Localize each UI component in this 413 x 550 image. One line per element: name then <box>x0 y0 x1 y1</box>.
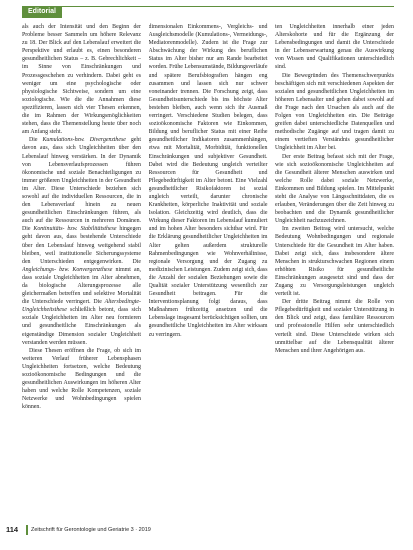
page-number: 114 <box>6 525 19 534</box>
paragraph <box>22 136 141 346</box>
text-run: dimensionalen Einkommens-, Vergleichs- und Ausgleichsmodelle (Kumulations-, Vermeidungs-, Mediatorenmodelle). Zudem ist die Frage zur Abschwächung der Wirkung des beruflichen Status im Alter bisher nur am Rande bearbeitet worden. Frühe Lebensumstände, Bildungsverläufe und spätere Berufsbiografien hängen eng zusammen und lassen sich nur schwer voneinander trennen. Die Forschung zeigt, dass Gesundheitsunterschiede bis ins höchste Alter bestehen bleiben, auch wenn sich ihr Ausmaß verringert. Verschiedene Studien belegen, dass sozioökonomische Faktoren wie Einkommen, Bildung und beruflicher Status mit einer Reihe gesundheitlicher Indikatoren zusammenhängen, etwa mit Mortalität, Morbidität, funktionellen Einschränkungen und subjektiver Gesundheit. Dabei wird die Bedeutung ungleich verteilter Ressourcen für Gesundheit und Pflegebedürftigkeit im Alter betont. Eine Vielzahl gesundheitlicher Risikofaktoren ist sozial ungleich verteilt, darunter chronische Krankheiten, körperliche Inaktivität und soziale Isolation. Gleichzeitig wird deutlich, dass die Wirkung dieser Faktoren im Lebenslauf kumuliert und im hohen Alter besonders sichtbar wird. Für die Erklärung gesundheitlicher Ungleichheiten im Alter gelten außerdem strukturelle Rahmenbedingungen wie Wohnverhältnisse, regionale Versorgung und der Zugang zu medizinischen Leistungen. Zudem zeigt sich, dass die Anzahl der sozialen Beziehungen sowie die Qualität sozialer Unterstützung wesentlich zur Gesundheit beitragen. Für die Interventionsplanung folgt daraus, dass Maßnahmen frühzeitig ansetzen und die Lebenslage insgesamt berücksichtigen sollten, um gesundheitliche Ungleichheiten im Alter wirksam zu verringern. <box>148 24 268 338</box>
text-column-3 <box>275 23 394 524</box>
paragraph <box>275 225 394 298</box>
text-run: Die <box>29 137 43 144</box>
paragraph <box>275 153 394 226</box>
footer-divider <box>26 525 28 535</box>
text-run: ten Ungleichheiten innerhalb einer jeden Alterskohorte und für die Ergänzung der Lebensbedingungen und damit die Unterschiede in der Lebenserwartung genau die Auswirkung von Wissen und Qualifikationen unterschiedlich sind. <box>275 24 394 71</box>
paragraph <box>22 23 141 136</box>
text-run: Diese Thesen eröffnen die Frage, ob sich im weiteren Verlauf früherer Lebensphasen Ungleichheiten fortsetzen, welche Bedeutung sozioökonomische Bedingungen und die gesundheitlichen Auswirkungen im höheren Alter haben und welche Rolle Kompetenzen, soziale Netzwerke und Wohnbedingungen spielen können. <box>22 347 141 411</box>
paragraph <box>275 72 394 153</box>
text-column-2 <box>149 23 268 524</box>
text-run: Der erste Beitrag befasst sich mit der Frage, wie sich sozioökonomische Ungleichheiten auf die Gesundheit älterer Menschen auswirken und welche Rolle dabei soziale Netzwerke, Einkommen und Bildung spielen. Im Mittelpunkt steht die Analyse von Längsschnittdaten, die es erlauben, Veränderungen über die Zeit hinweg zu beobachten und die Dynamik gesundheitlicher Ungleichheit nachzuzeichnen. <box>275 153 394 225</box>
page-footer <box>6 524 396 536</box>
text-run: Die Bewegründen des Themenschwerpunkts beschäftigen sich mit verschiedenen Aspekten der sozialen und gesundheitlichen Ungleichheiten im höheren Lebensalter und gehen dabei sowohl auf die Frage nach den Ursachen als auch auf die Folgen von Ungleichheiten ein. Die Beiträge greifen dabei unterschiedliche Datenquellen und methodische Zugänge auf und tragen damit zu einem vertieften Verständnis gesundheitlicher Ungleichheit im Alter bei. <box>275 72 394 152</box>
section-label: Editorial <box>22 6 62 18</box>
header-rule <box>22 6 394 7</box>
journal-citation: Zeitschrift für Gerontologie und Geriatrie 3 · 2019 <box>31 527 151 533</box>
italic-term: Kumulations-bzw. Divergenzthese <box>42 137 126 144</box>
paragraph <box>149 23 268 339</box>
italic-term: Angleichungs- bzw. Konvergenzthese <box>22 266 113 273</box>
text-run: Im zweiten Beitrag wird untersucht, welche Bedeutung Wohnbedingungen und regionale Unterschiede für die Gesundheit im Alter haben. Dabei zeigt sich, dass insbesondere ältere Menschen in strukturschwachen Regionen einem erhöhten Risiko für gesundheitliche Einschränkungen ausgesetzt sind und dass der Zugang zu Versorgungsleistungen ungleich verteilt ist. <box>275 226 394 298</box>
text-run: nimmt an, dass soziale Ungleichheiten im Alter abnehmen, da biologische Alterungsprozesse alle gleichermaßen betreffen und selektive Mortalität die Unterschiede verringert. Die <box>22 266 141 306</box>
paragraph <box>22 347 141 412</box>
text-run: geht davon aus, dass sich Ungleichheiten über den Lebenslauf hinweg verstärken. In der Dynamik von Lebensverlaufsprozessen führen ökonomische und soziale Benachteiligungen zu immer größeren Ungleichheiten in der Gesundheit im Alter. Diese Unterschiede beziehen sich sowohl auf die individuellen Ressourcen, die in den Lebensverlauf hinein zu neuen gesundheitlichen Einschränkungen führen, als auch auf die Ressourcen in mehreren Domänen. Die <box>22 137 141 233</box>
article-body <box>22 23 394 524</box>
text-column-1 <box>22 23 141 524</box>
paragraph <box>275 23 394 72</box>
italic-term: Altersbedingte-Ungleichheitsthese <box>22 299 141 314</box>
italic-term: Kontinuitäts- bzw. Stabilitätsthese <box>33 226 117 233</box>
paragraph <box>275 298 394 355</box>
text-run: hingegen geht davon aus, dass bestehende Unterschiede über den Lebenslauf hinweg weitgehend stabil bleiben, weil institutionelle Sicherungssysteme den Unterschieden entgegenwirken. Die <box>22 226 141 265</box>
text-run: schließlich betont, dass sich soziale Ungleichheiten im Alter neu formieren und gesundheitliche Einschränkungen als eigenständige Dimension sozialer Ungleichheit verstanden werden müssen. <box>22 307 141 346</box>
text-run: Der dritte Beitrag nimmt die Rolle von Pflegebedürftigkeit und sozialer Unterstützung in den Blick und zeigt, dass familiäre Ressourcen und professionelle Hilfen sehr unterschiedlich verteilt sind. Diese Unterschiede wirken sich unmittelbar auf die Lebensqualität älterer Menschen und ihrer Angehörigen aus. <box>275 299 394 354</box>
text-run: als auch der Intensität und den Beginn der Probleme besser Sammeln um höhere Relevanz zu 18. Der Blick auf den Lebenslauf erweitert die Perspektive und erlaubt es, einen besonderen gesundheitlichen Status – z. B. Gebrechlichkeit – im Sinne von Einschränkungen und Prozessgeschehen zu verhindern. Dabei geht es weniger um eine psychologische oder physiologische Sichtweise, sondern um eine soziologische. Wie die die Annahmen diese spezifizieren, lassen sich vier Thesen erkennen, die im Rahmen der Wirkungsmöglichkeiten stehen, dass die Themenstellung heute über noch am Anfang steht. <box>22 24 141 136</box>
